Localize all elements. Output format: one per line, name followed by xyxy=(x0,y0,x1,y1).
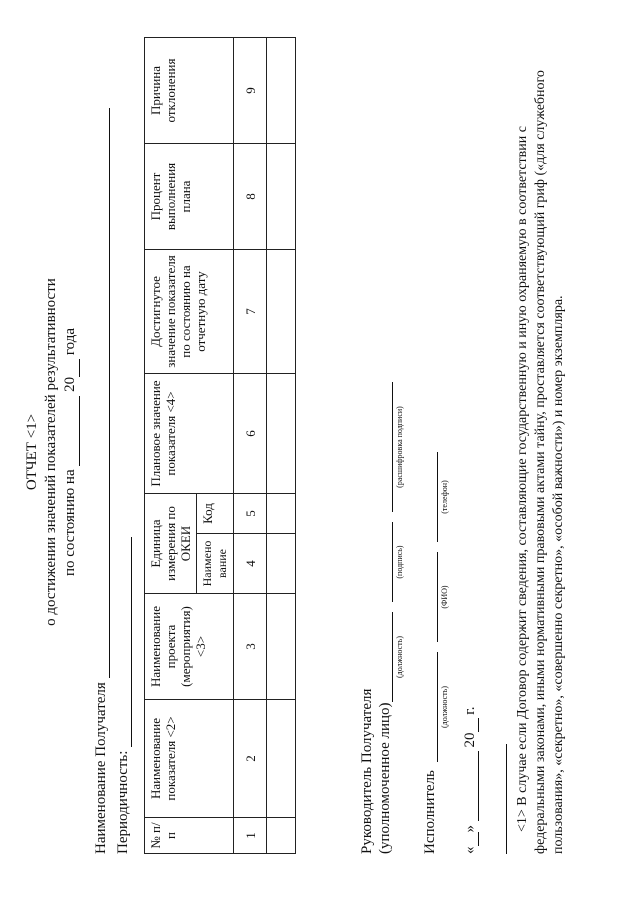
year-blank xyxy=(65,359,80,377)
report-table xyxy=(144,37,296,854)
year-blank-2 xyxy=(464,719,479,733)
table-cell xyxy=(267,700,296,818)
head-signature-line xyxy=(392,522,393,602)
header-achieved-value: Достигнутое значение показателя по состоянию на отчетную дату xyxy=(145,250,234,374)
report-title: ОТЧЕТ <1> xyxy=(24,413,40,491)
table-cell xyxy=(267,38,296,144)
col-number: 6 xyxy=(234,374,267,494)
table-cell xyxy=(267,818,296,854)
col-number: 5 xyxy=(234,494,267,534)
executor-position-line xyxy=(437,652,438,762)
table-cell xyxy=(267,494,296,534)
column-number-row xyxy=(234,38,267,854)
col-number: 3 xyxy=(234,594,267,700)
date-year-prefix: 20 xyxy=(62,376,78,392)
date-open-quote: « xyxy=(462,846,478,854)
header-planned-value: Плановое значение показателя <4> xyxy=(145,374,234,494)
header-percent-complete: Процент выполнения плана xyxy=(145,144,234,250)
document-page xyxy=(19,22,619,882)
header-unit-name: Наименование xyxy=(197,534,234,594)
head-label-2: (уполномоченное лицо) xyxy=(377,702,393,854)
date-suffix: года xyxy=(62,327,78,356)
day-blank xyxy=(464,833,479,847)
head-decoding-line xyxy=(392,382,393,512)
caption-position-2: (должность) xyxy=(440,686,449,728)
executor-phone-line xyxy=(437,452,438,542)
recipient-blank xyxy=(95,108,110,678)
col-number: 9 xyxy=(234,38,267,144)
col-number: 8 xyxy=(234,144,267,250)
report-date-line xyxy=(61,22,80,882)
header-indicator-name: Наименование показателя <2> xyxy=(145,700,234,818)
header-unit: Единица измерения по ОКЕИ xyxy=(145,494,197,594)
date-year: 20 xyxy=(462,732,478,748)
head-position-line xyxy=(392,612,393,702)
col-number: 4 xyxy=(234,534,267,594)
periodicity-blank xyxy=(117,537,132,747)
recipient-line xyxy=(93,108,110,854)
table-cell xyxy=(267,374,296,494)
periodicity-label: Периодичность: xyxy=(115,750,131,854)
periodicity-line xyxy=(115,537,132,854)
header-num: № п/п xyxy=(145,818,234,854)
date-blank xyxy=(65,396,80,466)
col-number: 7 xyxy=(234,250,267,374)
header-unit-code: Код xyxy=(197,494,234,534)
recipient-label: Наименование Получателя xyxy=(93,682,109,854)
table-cell xyxy=(267,594,296,700)
table-cell xyxy=(267,250,296,374)
executor-label: Исполнитель xyxy=(422,770,438,854)
date-g: г. xyxy=(462,706,478,715)
header-deviation-reason: Причина отклонения xyxy=(145,38,234,144)
executor-fio-line xyxy=(437,552,438,642)
month-blank xyxy=(464,751,479,821)
date-close-quote: » xyxy=(462,825,478,833)
caption-phone: (телефон) xyxy=(440,480,449,514)
title-block xyxy=(19,22,80,882)
head-label: Руководитель Получателя xyxy=(359,688,375,854)
footnote-text: <1> В случае если Договор содержит сведения, составляющие государственную и иную охраняемую в соответствии с федеральными законами, иными нормативными правовыми актами тайну, проставляется соответствующий гриф («для служебного пользования», «секретно», «совершенно секретно», «особой важности») и номер экземпляра. xyxy=(515,70,566,854)
empty-data-row xyxy=(267,38,296,854)
caption-decoding: (расшифровка подписи) xyxy=(395,406,404,488)
caption-position: (должность) xyxy=(395,636,404,678)
report-subtitle: о достижении значений показателей результативности xyxy=(43,278,59,626)
date-prefix: по состоянию на xyxy=(62,469,78,577)
caption-signature: (подпись) xyxy=(395,545,404,579)
col-number: 2 xyxy=(234,700,267,818)
table-cell xyxy=(267,144,296,250)
table-cell xyxy=(267,534,296,594)
sign-date-line xyxy=(462,707,479,854)
header-project-name: Наименование проекта (мероприятия) <3> xyxy=(145,594,234,700)
footnote-rule xyxy=(506,744,507,854)
col-number: 1 xyxy=(234,818,267,854)
caption-fio: (ФИО) xyxy=(440,585,449,609)
